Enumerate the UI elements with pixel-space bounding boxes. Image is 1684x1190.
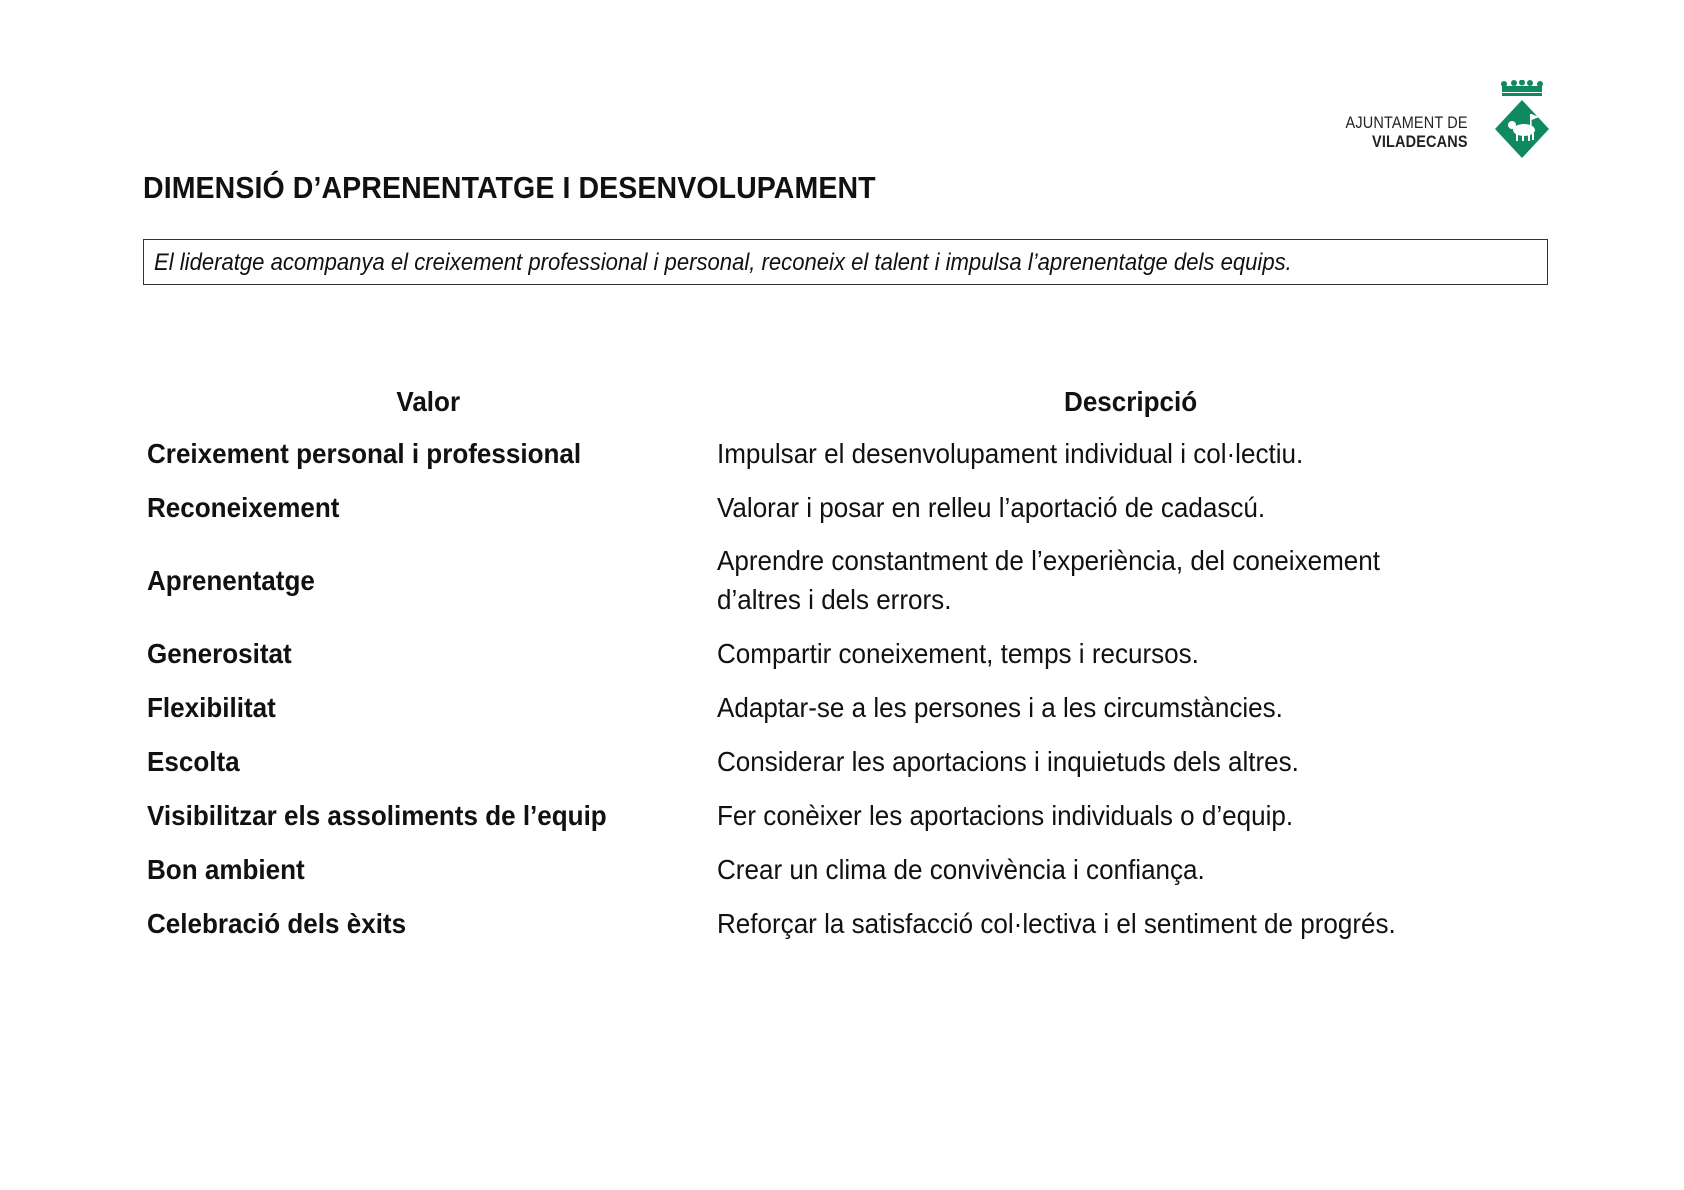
- value-description: Impulsar el desenvolupament individual i col·lectiu.: [717, 437, 1304, 469]
- table-row: [143, 534, 1548, 626]
- table-header-row: [143, 378, 1548, 426]
- value-name: Visibilitzar els assoliments de l’equip: [147, 799, 607, 831]
- intro-box: [143, 239, 1548, 285]
- table-row: [143, 896, 1548, 950]
- logo-text: [1324, 113, 1468, 151]
- table-row: [143, 842, 1548, 896]
- value-name: Aprenentatge: [147, 564, 315, 596]
- intro-text: El lideratge acompanya el creixement professional i personal, reconeix el talent i impulsa l’aprenentatge dels equips.: [154, 249, 1292, 276]
- value-description: Valorar i posar en relleu l’aportació de cadascú.: [717, 491, 1266, 523]
- value-name: Bon ambient: [147, 853, 305, 885]
- table-row: [143, 788, 1548, 842]
- value-description: Adaptar-se a les persones i a les circumstàncies.: [717, 691, 1283, 723]
- value-name: Celebració dels èxits: [147, 907, 407, 939]
- value-name: Flexibilitat: [147, 691, 276, 723]
- column-header-descripcio: Descripció: [1063, 386, 1198, 417]
- value-name: Escolta: [147, 745, 240, 777]
- column-header-valor: Valor: [396, 386, 460, 417]
- value-description: Considerar les aportacions i inquietuds dels altres.: [717, 745, 1299, 777]
- value-description: Aprendre constantment de l’experiència, del coneixement d’altres i dels errors.: [717, 545, 1380, 615]
- value-description: Fer conèixer les aportacions individuals o d’equip.: [717, 799, 1294, 831]
- value-description: Reforçar la satisfacció col·lectiva i el sentiment de progrés.: [717, 907, 1396, 939]
- values-table: [143, 378, 1548, 950]
- value-name: Creixement personal i professional: [147, 437, 582, 469]
- table-row: [143, 680, 1548, 734]
- table-row: [143, 734, 1548, 788]
- coat-of-arms-icon: [1492, 80, 1552, 162]
- value-name: Generositat: [147, 637, 292, 669]
- logo-line-2: VILADECANS: [1372, 132, 1468, 151]
- table-row: [143, 426, 1548, 480]
- page-title: DIMENSIÓ D’APRENENTATGE I DESENVOLUPAMENT: [143, 170, 876, 205]
- table-row: [143, 626, 1548, 680]
- table-row: [143, 480, 1548, 534]
- logo-line-1: AJUNTAMENT DE: [1345, 113, 1468, 132]
- value-description: Crear un clima de convivència i confiança.: [717, 853, 1205, 885]
- value-name: Reconeixement: [147, 491, 340, 523]
- municipal-logo: [1338, 80, 1558, 162]
- value-description: Compartir coneixement, temps i recursos.: [717, 637, 1199, 669]
